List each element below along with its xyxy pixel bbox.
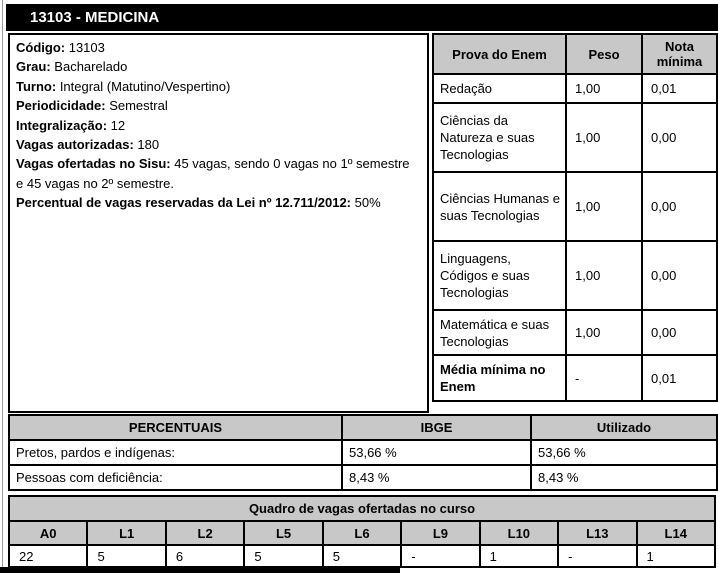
- table-row: [9, 440, 717, 465]
- enem-header-nota-minima: Nota mínima: [642, 34, 717, 74]
- percentuais-row-label: Pretos, pardos e indígenas:: [9, 440, 342, 465]
- enem-row-nota: 0,01: [642, 74, 717, 103]
- info-field-grau: [16, 57, 411, 76]
- enem-row-prova: Linguagens, Códigos e suas Tecnologias: [433, 241, 566, 310]
- vagas-table-title: Quadro de vagas ofertadas no curso: [9, 496, 715, 521]
- page-break-bar: [0, 567, 400, 573]
- info-field-vagas-sisu: [16, 154, 411, 193]
- enem-row-nota: 0,00: [642, 172, 717, 241]
- table-row: [433, 355, 717, 401]
- info-field-value: Bacharelado: [54, 59, 128, 75]
- percentuais-header: PERCENTUAIS: [9, 415, 342, 440]
- enem-header-peso: Peso: [566, 34, 642, 74]
- info-field-label: Grau:: [16, 59, 51, 75]
- info-field-percentual-lei: [16, 193, 411, 212]
- vagas-value-l6: 5: [323, 545, 401, 567]
- info-field-turno: [16, 77, 411, 96]
- table-row: [433, 172, 717, 241]
- table-row: [433, 103, 717, 172]
- vagas-table: [8, 495, 716, 568]
- enem-row-peso: 1,00: [566, 310, 642, 355]
- info-field-value: 45 vagas, sendo 0 vagas no 1º semestre e 45 vagas no 2º semestre.: [16, 156, 410, 191]
- vagas-header-row: [9, 521, 715, 545]
- page-edge-line: [2, 0, 3, 573]
- info-field-value: Semestral: [109, 98, 168, 114]
- vagas-header-a0: A0: [9, 521, 87, 545]
- vagas-header-l1: L1: [87, 521, 165, 545]
- info-field-label: Vagas ofertadas no Sisu:: [16, 156, 171, 172]
- enem-row-media-minima: Média mínima no Enem: [433, 355, 566, 401]
- table-row: [9, 465, 717, 490]
- percentuais-row-label: Pessoas com deficiência:: [9, 465, 342, 490]
- enem-row-prova: Redação: [433, 74, 566, 103]
- enem-row-prova: Matemática e suas Tecnologias: [433, 310, 566, 355]
- vagas-header-l6: L6: [323, 521, 401, 545]
- course-info-panel: [8, 33, 429, 413]
- course-title-bar: [6, 4, 718, 31]
- info-field-value: 13103: [68, 40, 105, 55]
- info-field-label: Percentual de vagas reservadas da Lei nº 12.711/2012:: [16, 195, 352, 211]
- table-row: [433, 74, 717, 103]
- percentuais-row-utilizado: 53,66 %: [531, 440, 717, 465]
- vagas-value-a0: 22: [9, 545, 87, 567]
- info-field-value: 180: [137, 137, 160, 153]
- percentuais-row-utilizado: 8,43 %: [531, 465, 717, 490]
- vagas-header-l10: L10: [480, 521, 558, 545]
- ibge-header: IBGE: [342, 415, 531, 440]
- vagas-value-row: [9, 545, 715, 567]
- vagas-header-l5: L5: [244, 521, 322, 545]
- info-field-vagas-autorizadas: [16, 135, 411, 154]
- info-field-codigo: [16, 38, 411, 57]
- vagas-value-l1: 5: [87, 545, 165, 567]
- info-field-value: 50%: [354, 195, 381, 211]
- info-field-periodicidade: [16, 96, 411, 115]
- vagas-header-l13: L13: [558, 521, 636, 545]
- enem-row-nota: 0,00: [642, 103, 717, 172]
- enem-row-peso: 1,00: [566, 172, 642, 241]
- vagas-value-l14: 1: [637, 545, 716, 567]
- enem-row-peso: 1,00: [566, 241, 642, 310]
- info-field-label: Periodicidade:: [16, 98, 106, 114]
- info-field-value: Integral (Matutino/Vespertino): [59, 78, 231, 94]
- enem-row-prova: Ciências da Natureza e suas Tecnologias: [433, 103, 566, 172]
- percentuais-row-ibge: 53,66 %: [342, 440, 531, 465]
- enem-row-peso: 1,00: [566, 103, 642, 172]
- enem-row-nota: 0,00: [642, 310, 717, 355]
- percentuais-header-row: [9, 415, 717, 440]
- enem-row-peso: -: [566, 355, 642, 401]
- vagas-value-l9: -: [401, 545, 479, 567]
- enem-row-prova: Ciências Humanas e suas Tecnologias: [433, 172, 566, 241]
- info-field-label: Código:: [16, 40, 66, 55]
- enem-row-peso: 1,00: [566, 74, 642, 103]
- course-title: 13103 - MEDICINA: [30, 9, 160, 26]
- vagas-header-l9: L9: [401, 521, 479, 545]
- vagas-value-l2: 6: [166, 545, 244, 567]
- info-field-label: Turno:: [16, 78, 57, 94]
- table-row: [433, 310, 717, 355]
- info-field-label: Vagas autorizadas:: [16, 137, 134, 153]
- vagas-value-l13: -: [558, 545, 636, 567]
- enem-table-header-row: [433, 34, 717, 74]
- enem-row-nota: 0,00: [642, 241, 717, 310]
- enem-scores-table: [432, 33, 718, 402]
- vagas-value-l5: 5: [244, 545, 322, 567]
- vagas-header-l14: L14: [637, 521, 716, 545]
- vagas-title-row: [9, 496, 715, 521]
- enem-row-nota: 0,01: [642, 355, 717, 401]
- info-field-label: Integralização:: [16, 117, 108, 133]
- percentuais-row-ibge: 8,43 %: [342, 465, 531, 490]
- info-field-value: 12: [110, 117, 126, 133]
- table-row: [433, 241, 717, 310]
- vagas-header-l2: L2: [166, 521, 244, 545]
- percentuais-table: [8, 414, 718, 491]
- vagas-value-l10: 1: [480, 545, 558, 567]
- utilizado-header: Utilizado: [531, 415, 717, 440]
- info-field-integralizacao: [16, 116, 411, 135]
- enem-header-prova: Prova do Enem: [433, 34, 566, 74]
